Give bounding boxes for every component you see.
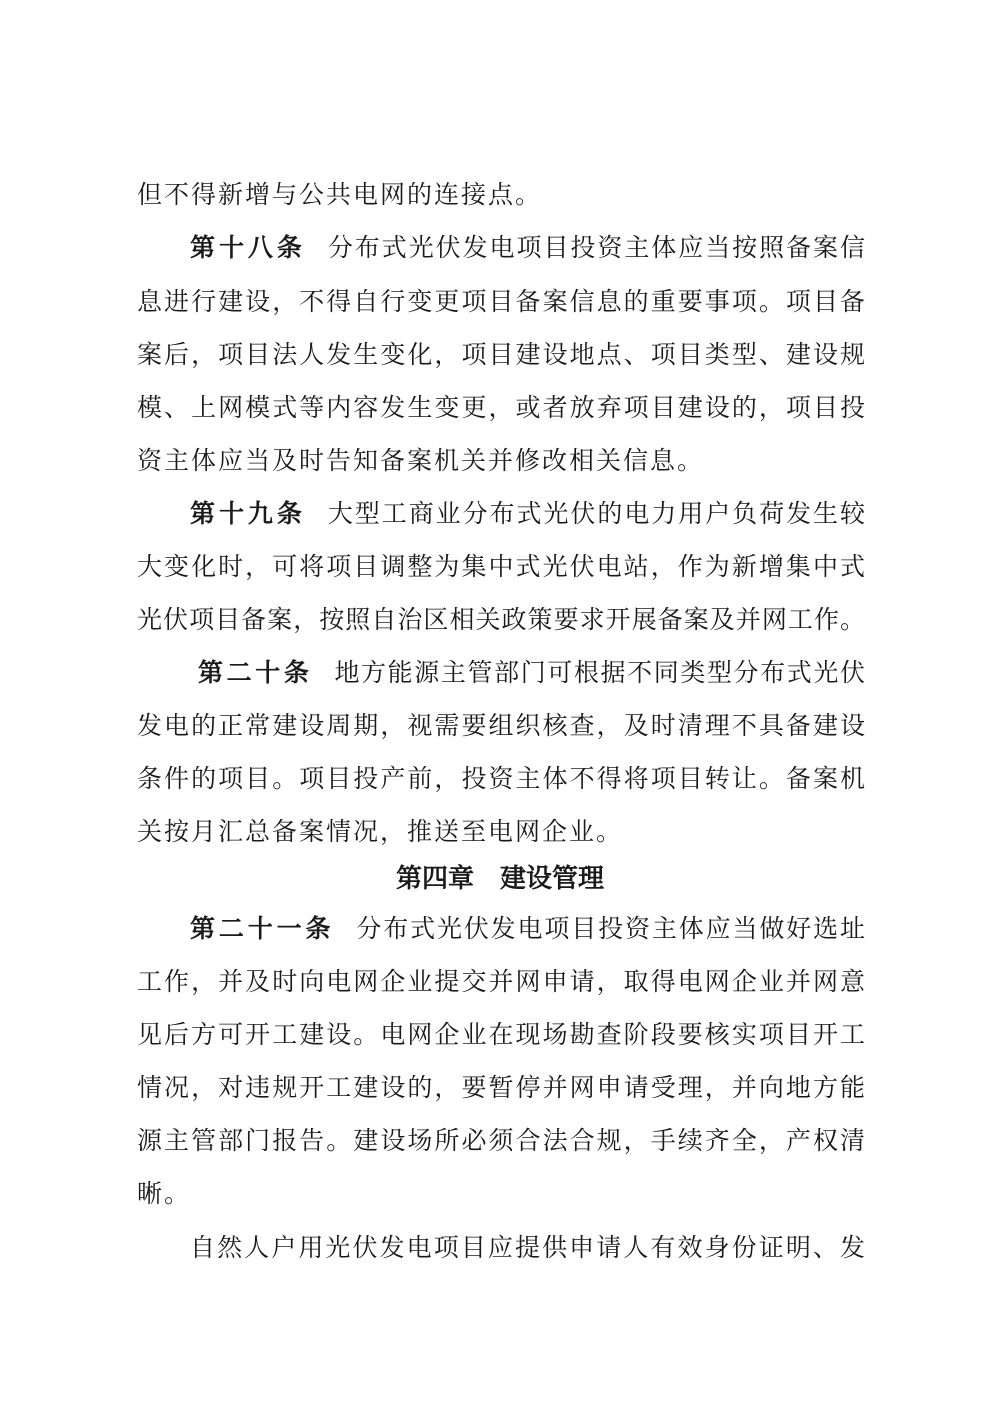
text-line	[0, 702, 1000, 750]
article-19-label: 第十九条	[190, 499, 306, 528]
paragraph-text: 条件的项目。项目投产前，投资主体不得将项目转让。备案机	[137, 764, 865, 793]
paragraph-text: 工作，并及时向电网企业提交并网申请，取得电网企业并网意	[137, 967, 865, 996]
article-21-label: 第二十一条	[190, 914, 335, 943]
article-19-text	[190, 490, 865, 538]
article-21-text	[190, 905, 865, 953]
article-20-first-line	[0, 649, 1000, 697]
article-19-body: 大型工商业分布式光伏的电力用户负荷发生较	[327, 499, 865, 528]
paragraph-text: 资主体应当及时告知备案机关并修改相关信息。	[137, 446, 705, 475]
paragraph-text: 晰。	[137, 1179, 192, 1208]
paragraph-text: 光伏项目备案，按照自治区相关政策要求开展备案及并网工作。	[137, 605, 865, 634]
article-20-text	[198, 649, 865, 697]
chapter-title: 建设管理	[500, 864, 605, 894]
text-line	[0, 596, 1000, 644]
text-line	[0, 808, 1000, 856]
text-line	[0, 331, 1000, 379]
chapter-number: 第四章	[395, 864, 474, 894]
paragraph-text: 案后，项目法人发生变化，项目建设地点、项目类型、建设规	[137, 340, 865, 369]
article-18-label: 第十八条	[190, 233, 306, 262]
paragraph-text: 发电的正常建设周期，视需要组织核查，及时清理不具备建设	[137, 711, 865, 740]
paragraph-text: 关按月汇总备案情况，推送至电网企业。	[137, 817, 624, 846]
article-21-first-line	[0, 905, 1000, 953]
article-21-body: 分布式光伏发电项目投资主体应当做好选址	[356, 914, 865, 943]
text-line	[0, 958, 1000, 1006]
article-19-first-line	[0, 490, 1000, 538]
text-line	[0, 543, 1000, 591]
article-20-label: 第二十条	[198, 658, 313, 687]
paragraph-text: 自然人户用光伏发电项目应提供申请人有效身份证明、发	[190, 1233, 865, 1262]
article-18-text	[190, 224, 865, 272]
paragraph-text: 情况，对违规开工建设的，要暂停并网申请受理，并向地方能	[137, 1073, 865, 1102]
text-line	[0, 171, 1000, 219]
text-line	[0, 1117, 1000, 1165]
chapter-heading	[0, 854, 1000, 904]
paragraph-text: 大变化时，可将项目调整为集中式光伏电站，作为新增集中式	[137, 552, 865, 581]
article-20-body: 地方能源主管部门可根据不同类型分布式光伏	[334, 658, 865, 687]
paragraph-text: 息进行建设，不得自行变更项目备案信息的重要事项。项目备	[137, 287, 865, 316]
text-line	[0, 755, 1000, 803]
text-line	[0, 1170, 1000, 1218]
text-line	[0, 1011, 1000, 1059]
text-line	[0, 278, 1000, 326]
article-18-body: 分布式光伏发电项目投资主体应当按照备案信	[327, 233, 865, 262]
text-line	[0, 1064, 1000, 1112]
article-18-first-line	[0, 224, 1000, 272]
paragraph-text: 见后方可开工建设。电网企业在现场勘查阶段要核实项目开工	[137, 1020, 865, 1049]
text-line	[0, 384, 1000, 432]
text-line	[0, 437, 1000, 485]
paragraph-text: 但不得新增与公共电网的连接点。	[137, 180, 543, 209]
paragraph-first-line	[0, 1224, 1000, 1272]
paragraph-text: 源主管部门报告。建设场所必须合法合规，手续齐全，产权清	[137, 1126, 865, 1155]
paragraph-text: 模、上网模式等内容发生变更，或者放弃项目建设的，项目投	[137, 393, 865, 422]
